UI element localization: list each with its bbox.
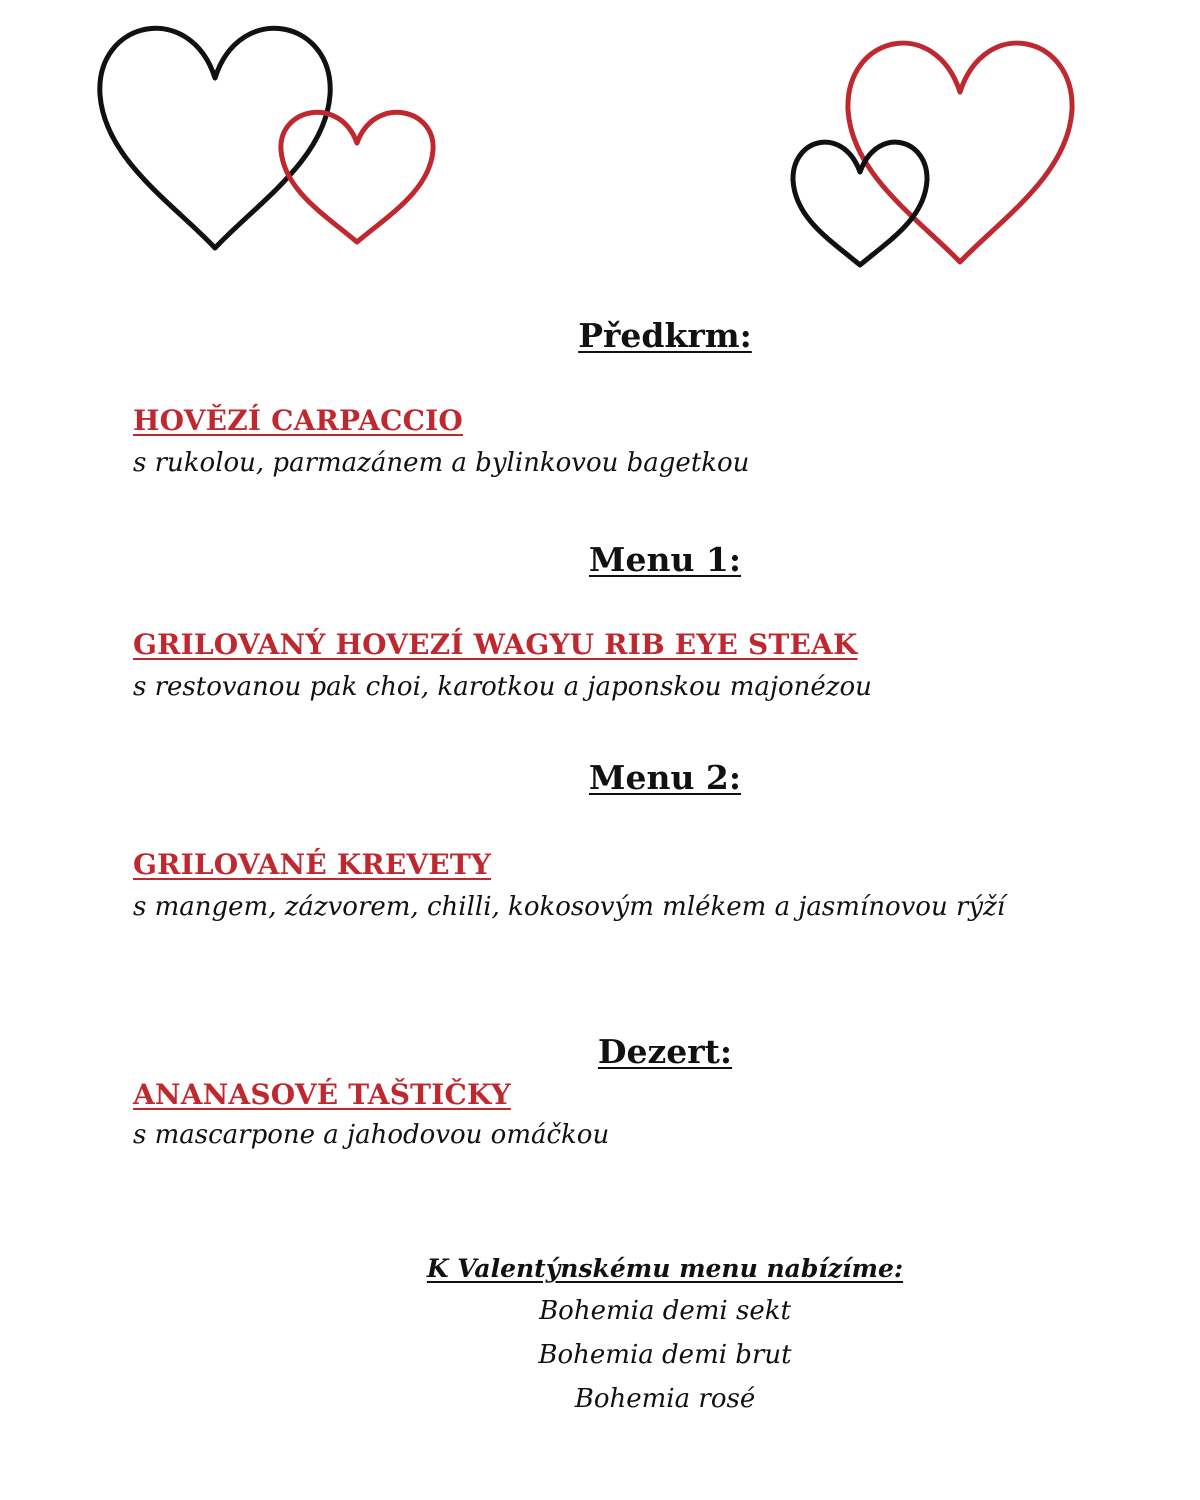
- hearts-decoration: [0, 0, 1200, 300]
- heading-dessert: Dezert:: [597, 1032, 733, 1071]
- heart-black-large-icon: [100, 28, 330, 248]
- drink-item: Bohemia rosé: [574, 1384, 756, 1414]
- dish-name-menu-2: GRILOVANÉ KREVETY: [133, 848, 492, 881]
- heart-red-small-icon: [281, 112, 433, 242]
- dish-name-dessert: ANANASOVÉ TAŠTIČKY: [133, 1078, 511, 1111]
- heart-pair-right-icon: [793, 43, 1072, 265]
- dish-description-menu-1: s restovanou pak choi, karotkou a japonskou majonézou: [133, 672, 872, 702]
- heart-red-large-icon: [848, 43, 1072, 262]
- dish-description-dessert: s mascarpone a jahodovou omáčkou: [133, 1120, 610, 1150]
- heading-starter: Předkrm:: [578, 316, 752, 355]
- offer-title: K Valentýnskému menu nabízíme:: [426, 1254, 904, 1283]
- dish-description-starter: s rukolou, parmazánem a bylinkovou bagetkou: [133, 448, 750, 478]
- heading-menu-2: Menu 2:: [588, 758, 742, 797]
- heading-menu-1: Menu 1:: [588, 540, 742, 579]
- dish-name-menu-1: GRILOVANÝ HOVEZÍ WAGYU RIB EYE STEAK: [133, 628, 858, 661]
- drink-item: Bohemia demi brut: [538, 1340, 792, 1370]
- dish-description-menu-2: s mangem, zázvorem, chilli, kokosovým mlékem a jasmínovou rýží: [133, 892, 1006, 922]
- heart-pair-left-icon: [100, 28, 433, 248]
- drink-item: Bohemia demi sekt: [539, 1296, 791, 1326]
- heart-black-small-icon: [793, 142, 927, 265]
- dish-name-starter: HOVĚZÍ CARPACCIO: [133, 404, 463, 437]
